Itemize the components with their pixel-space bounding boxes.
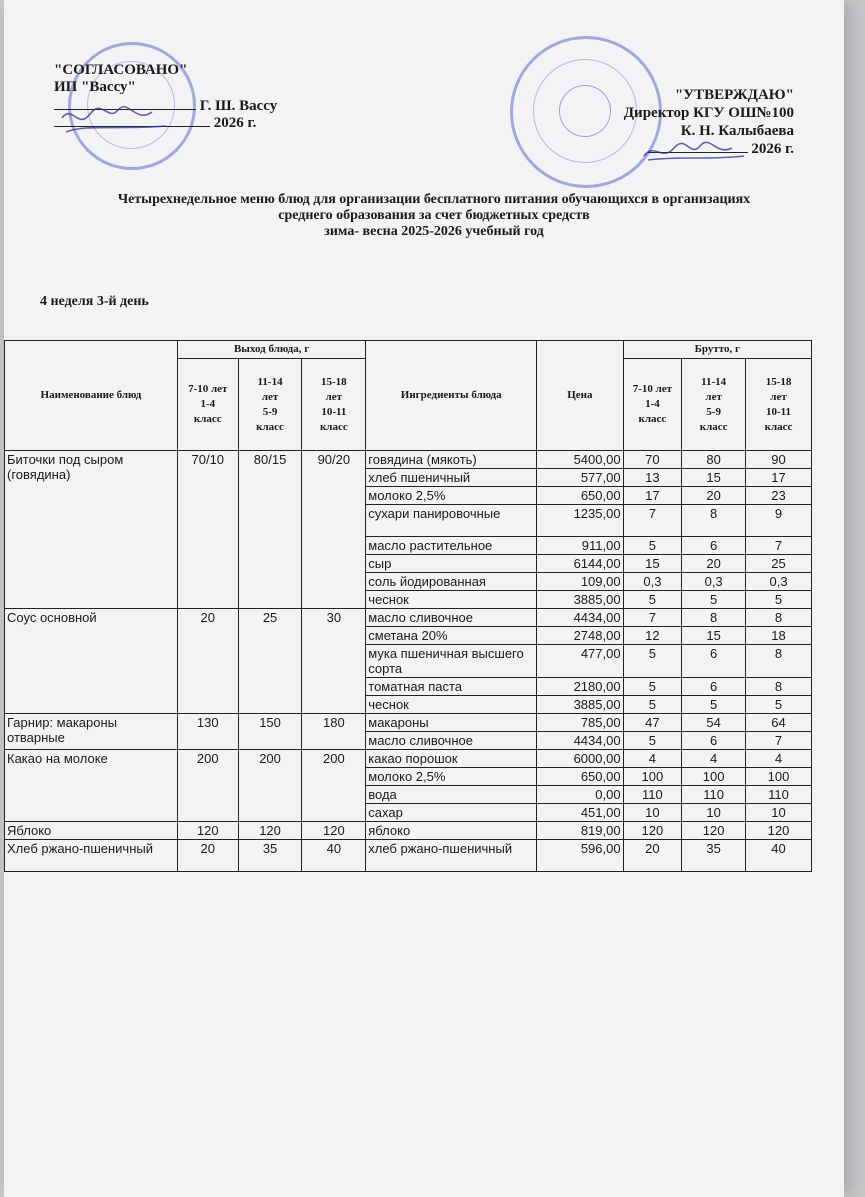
ingredient-price: 3885,00 xyxy=(537,591,623,609)
dish-yield: 200 xyxy=(238,750,302,822)
ingredient-brutto: 20 xyxy=(682,487,746,505)
age-group-line: 1-4 xyxy=(645,398,660,410)
ingredient-brutto: 17 xyxy=(623,487,682,505)
ingredient-price: 596,00 xyxy=(537,840,623,872)
age-group-line: лет xyxy=(770,390,787,403)
dish-yield: 20 xyxy=(177,609,238,714)
age-group-line: 11-14 xyxy=(701,375,727,388)
table-row xyxy=(5,451,812,469)
dish-yield: 30 xyxy=(302,609,366,714)
table-row xyxy=(5,714,812,732)
ingredient-price: 650,00 xyxy=(537,487,623,505)
ingredient-brutto: 13 xyxy=(623,469,682,487)
col-brutto-header: Брутто, г xyxy=(623,341,811,359)
ingredient-brutto: 8 xyxy=(746,609,812,627)
ingredient-brutto: 5 xyxy=(623,537,682,555)
dish-yield: 180 xyxy=(302,714,366,750)
ingredient-brutto: 100 xyxy=(682,768,746,786)
ingredient-brutto: 0,3 xyxy=(682,573,746,591)
ingredient-name: хлеб ржано-пшеничный xyxy=(366,840,537,872)
dish-yield: 40 xyxy=(302,840,366,872)
col-price-header: Цена xyxy=(537,341,623,451)
ingredient-brutto: 0,3 xyxy=(746,573,812,591)
ingredient-brutto: 6 xyxy=(682,732,746,750)
dish-yield: 120 xyxy=(238,822,302,840)
ingredient-brutto: 5 xyxy=(623,591,682,609)
ingredient-name: масло растительное xyxy=(366,537,537,555)
ingredient-name: говядина (мякоть) xyxy=(366,451,537,469)
ingredient-brutto: 7 xyxy=(746,732,812,750)
ingredient-brutto: 120 xyxy=(682,822,746,840)
ingredient-brutto: 4 xyxy=(623,750,682,768)
age-group-line: класс xyxy=(764,420,793,433)
ingredient-price: 3885,00 xyxy=(537,696,623,714)
dish-yield: 120 xyxy=(302,822,366,840)
signature-right xyxy=(640,136,750,166)
ingredient-brutto: 10 xyxy=(623,804,682,822)
age-group-line: лет xyxy=(325,390,343,403)
dish-yield: 35 xyxy=(238,840,302,872)
approve-title: "УТВЕРЖДАЮ" xyxy=(674,87,794,103)
ingredient-brutto: 6 xyxy=(682,645,746,678)
ingredient-price: 109,00 xyxy=(537,573,623,591)
ingredient-brutto: 110 xyxy=(623,786,682,804)
age-group-line: класс xyxy=(193,413,222,425)
ingredient-brutto: 100 xyxy=(623,768,682,786)
ingredient-name: сухари панировочные xyxy=(366,505,537,537)
ingredient-price: 6000,00 xyxy=(537,750,623,768)
table-row xyxy=(5,609,812,627)
ingredient-brutto: 8 xyxy=(682,505,746,537)
title-line: среднего образования за счет бюджетных средств xyxy=(278,208,590,223)
ingredient-brutto: 120 xyxy=(746,822,812,840)
dish-name: Гарнир: макароны отварные xyxy=(5,714,178,750)
ingredient-name: вода xyxy=(366,786,537,804)
age-group-line: класс xyxy=(319,420,348,433)
dish-name: Биточки под сыром (говядина) xyxy=(5,451,178,609)
ingredient-brutto: 20 xyxy=(623,840,682,872)
age-group-line: 11-14 xyxy=(257,375,283,388)
ingredient-brutto: 17 xyxy=(746,469,812,487)
agreed-org: ИП "Вассу" xyxy=(54,79,136,95)
approve-position: Директор КГУ ОШ№100 xyxy=(623,105,794,121)
age-group-line: 15-18 xyxy=(765,375,792,388)
brutto-age-header xyxy=(746,359,812,451)
document-page xyxy=(4,0,844,1197)
brutto-age-header xyxy=(682,359,746,451)
ingredient-price: 5400,00 xyxy=(537,451,623,469)
dish-yield: 70/10 xyxy=(177,451,238,609)
ingredient-price: 451,00 xyxy=(537,804,623,822)
ingredient-brutto: 10 xyxy=(682,804,746,822)
table-row xyxy=(5,750,812,768)
day-subtitle: 4 неделя 3-й день xyxy=(40,294,149,309)
ingredient-name: чеснок xyxy=(366,696,537,714)
ingredient-brutto: 90 xyxy=(746,451,812,469)
brutto-age-header xyxy=(623,359,682,451)
dish-yield: 150 xyxy=(238,714,302,750)
age-group-line: лет xyxy=(705,390,722,403)
ingredient-brutto: 25 xyxy=(746,555,812,573)
dish-yield: 80/15 xyxy=(238,451,302,609)
ingredient-brutto: 8 xyxy=(746,645,812,678)
ingredient-name: сметана 20% xyxy=(366,627,537,645)
ingredient-name: сахар xyxy=(366,804,537,822)
ingredient-brutto: 100 xyxy=(746,768,812,786)
title-line: Четырехнедельное меню блюд для организации бесплатного питания обучающихся в организациях xyxy=(117,192,751,207)
ingredient-brutto: 6 xyxy=(682,537,746,555)
approve-name: К. Н. Калыбаева xyxy=(680,123,794,139)
menu-table-body xyxy=(5,451,812,872)
title-line: зима- весна 2025-2026 учебный год xyxy=(324,224,544,239)
ingredient-price: 4434,00 xyxy=(537,609,623,627)
ingredient-price: 911,00 xyxy=(537,537,623,555)
ingredient-brutto: 5 xyxy=(746,591,812,609)
age-group-line: 10-11 xyxy=(321,405,347,418)
col-dish-header: Наименование блюд xyxy=(5,341,178,451)
yield-age-header xyxy=(238,359,302,451)
col-ingredients-header: Ингредиенты блюда xyxy=(366,341,537,451)
ingredient-price: 650,00 xyxy=(537,768,623,786)
dish-yield: 130 xyxy=(177,714,238,750)
ingredient-brutto: 18 xyxy=(746,627,812,645)
ingredient-brutto: 35 xyxy=(682,840,746,872)
age-group-line: класс xyxy=(638,413,667,425)
dish-yield: 200 xyxy=(302,750,366,822)
ingredient-price: 2180,00 xyxy=(537,678,623,696)
dish-yield: 20 xyxy=(177,840,238,872)
ingredient-name: мука пшеничная высшего сорта xyxy=(366,645,537,678)
age-group-line: класс xyxy=(699,420,728,433)
ingredient-brutto: 7 xyxy=(623,505,682,537)
ingredient-name: масло сливочное xyxy=(366,609,537,627)
table-row xyxy=(5,840,812,872)
ingredient-name: чеснок xyxy=(366,591,537,609)
approve-year: 2026 г. xyxy=(751,141,794,157)
ingredient-brutto: 47 xyxy=(623,714,682,732)
ingredient-brutto: 8 xyxy=(746,678,812,696)
ingredient-brutto: 4 xyxy=(746,750,812,768)
ingredient-price: 819,00 xyxy=(537,822,623,840)
ingredient-brutto: 110 xyxy=(746,786,812,804)
document-title xyxy=(34,192,834,240)
ingredient-brutto: 110 xyxy=(682,786,746,804)
ingredient-brutto: 20 xyxy=(682,555,746,573)
ingredient-name: молоко 2,5% xyxy=(366,487,537,505)
age-group-line: 10-11 xyxy=(765,405,792,418)
agreed-title: "СОГЛАСОВАНО" xyxy=(54,62,188,78)
ingredient-brutto: 8 xyxy=(682,609,746,627)
ingredient-price: 6144,00 xyxy=(537,555,623,573)
ingredient-brutto: 70 xyxy=(623,451,682,469)
ingredient-name: хлеб пшеничный xyxy=(366,469,537,487)
ingredient-price: 4434,00 xyxy=(537,732,623,750)
ingredient-price: 477,00 xyxy=(537,645,623,678)
age-group-line: 1-4 xyxy=(200,398,216,410)
dish-yield: 200 xyxy=(177,750,238,822)
ingredient-brutto: 7 xyxy=(746,537,812,555)
age-group-line: класс xyxy=(256,420,284,433)
ingredient-brutto: 5 xyxy=(682,591,746,609)
ingredient-brutto: 15 xyxy=(682,469,746,487)
ingredient-brutto: 0,3 xyxy=(623,573,682,591)
ingredient-name: яблоко xyxy=(366,822,537,840)
ingredient-brutto: 120 xyxy=(623,822,682,840)
agreed-name: Г. Ш. Вассу xyxy=(199,98,278,114)
ingredient-brutto: 5 xyxy=(746,696,812,714)
ingredient-name: томатная паста xyxy=(366,678,537,696)
age-group-line: 7-10 лет xyxy=(632,383,673,395)
ingredient-name: молоко 2,5% xyxy=(366,768,537,786)
ingredient-name: макароны xyxy=(366,714,537,732)
ingredient-brutto: 12 xyxy=(623,627,682,645)
ingredient-name: масло сливочное xyxy=(366,732,537,750)
ingredient-brutto: 5 xyxy=(623,732,682,750)
ingredient-brutto: 6 xyxy=(682,678,746,696)
age-group-line: 5-9 xyxy=(706,405,721,418)
ingredient-brutto: 80 xyxy=(682,451,746,469)
ingredient-brutto: 40 xyxy=(746,840,812,872)
ingredient-brutto: 23 xyxy=(746,487,812,505)
ingredient-brutto: 64 xyxy=(746,714,812,732)
ingredient-brutto: 5 xyxy=(623,645,682,678)
dish-name: Какао на молоке xyxy=(5,750,178,822)
ingredient-brutto: 4 xyxy=(682,750,746,768)
ingredient-name: какао порошок xyxy=(366,750,537,768)
ingredient-name: сыр xyxy=(366,555,537,573)
col-yield-header: Выход блюда, г xyxy=(177,341,365,359)
dish-yield: 120 xyxy=(177,822,238,840)
ingredient-brutto: 54 xyxy=(682,714,746,732)
agreed-year: 2026 г. xyxy=(213,115,257,131)
menu-table xyxy=(4,340,812,872)
age-group-line: 15-18 xyxy=(321,375,347,388)
age-group-line: лет xyxy=(261,390,279,403)
ingredient-brutto: 15 xyxy=(682,627,746,645)
dish-name: Хлеб ржано-пшеничный xyxy=(5,840,178,872)
ingredient-brutto: 5 xyxy=(623,696,682,714)
signature-left xyxy=(56,100,196,140)
ingredient-name: соль йодированная xyxy=(366,573,537,591)
dish-yield: 25 xyxy=(238,609,302,714)
dish-yield: 90/20 xyxy=(302,451,366,609)
yield-age-header xyxy=(177,359,238,451)
dish-name: Соус основной xyxy=(5,609,178,714)
ingredient-price: 1235,00 xyxy=(537,505,623,537)
dish-name: Яблоко xyxy=(5,822,178,840)
age-group-line: 5-9 xyxy=(262,405,278,418)
ingredient-price: 0,00 xyxy=(537,786,623,804)
ingredient-brutto: 10 xyxy=(746,804,812,822)
yield-age-header xyxy=(302,359,366,451)
ingredient-brutto: 9 xyxy=(746,505,812,537)
table-row xyxy=(5,822,812,840)
ingredient-brutto: 7 xyxy=(623,609,682,627)
age-group-line: 7-10 лет xyxy=(188,383,228,395)
ingredient-brutto: 5 xyxy=(682,696,746,714)
ingredient-price: 2748,00 xyxy=(537,627,623,645)
ingredient-price: 785,00 xyxy=(537,714,623,732)
ingredient-price: 577,00 xyxy=(537,469,623,487)
ingredient-brutto: 5 xyxy=(623,678,682,696)
ingredient-brutto: 15 xyxy=(623,555,682,573)
